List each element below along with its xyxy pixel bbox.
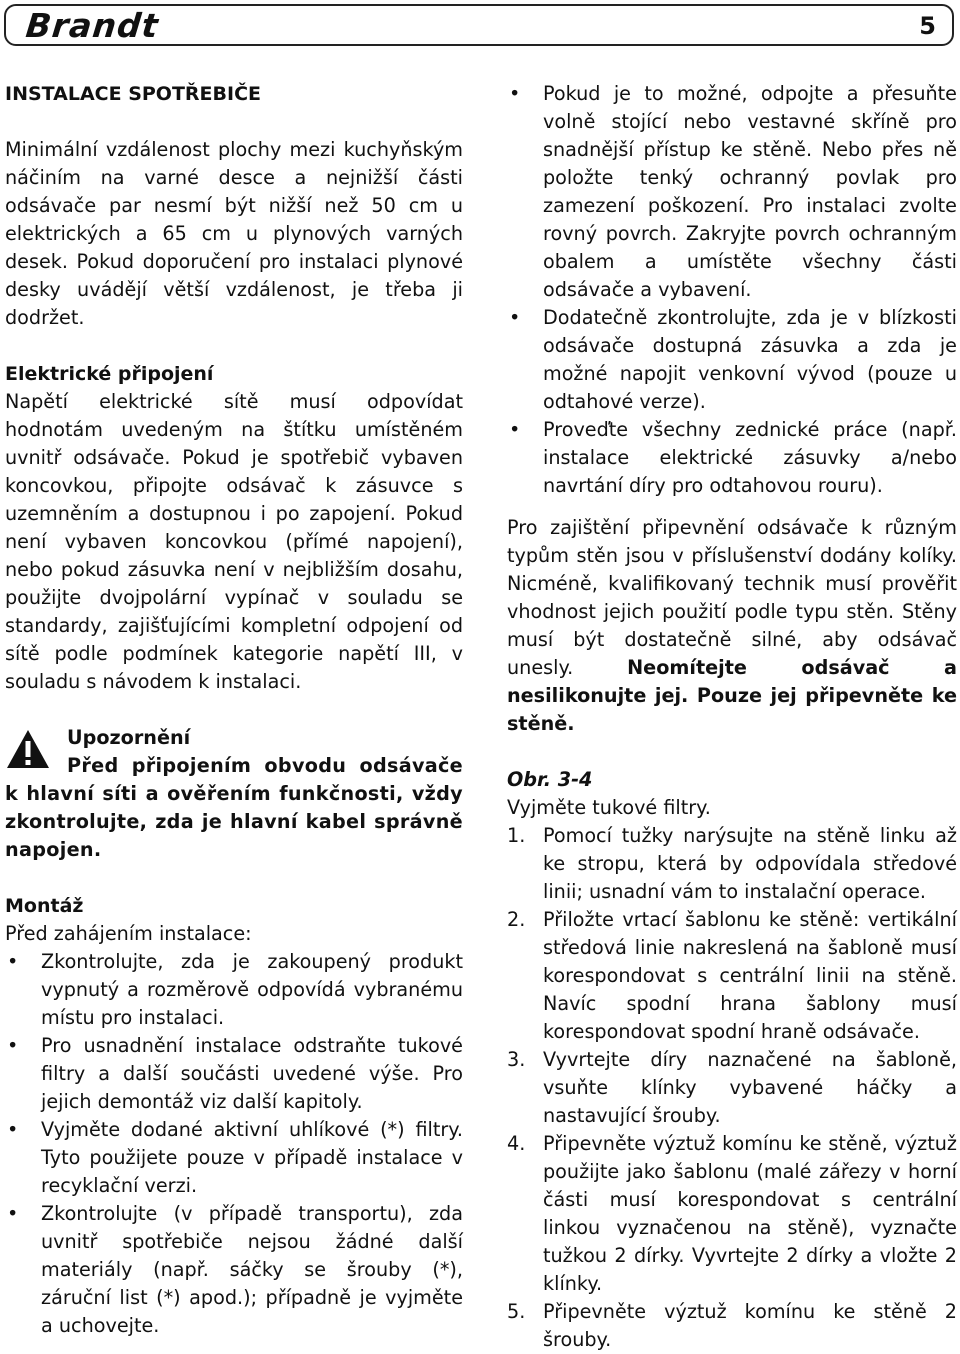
figure-intro: Vyjměte tukové filtry. bbox=[507, 796, 711, 819]
mount-intro: Před zahájením instalace: bbox=[5, 922, 252, 945]
wall-text-bold: Neomítejte odsávač a nesilikonujte jej. Pouze jej připevněte ke stěně. bbox=[507, 656, 957, 735]
prep-bullets bbox=[507, 80, 957, 500]
step-number: 4. bbox=[507, 1132, 526, 1155]
step-text: Pomocí tužky narýsujte na stěně linku až ke stropu, která by odpovídala středové linii; usnadní vám to instalační operace. bbox=[543, 824, 957, 903]
warning-block bbox=[5, 724, 463, 864]
list-item: • Pro usnadnění instalace odstraňte tukové filtry a další součásti uvedené výše. Pro jejich demontáž viz další kapitoly. bbox=[5, 1032, 463, 1116]
figure-reference: Obr. 3-4 bbox=[507, 768, 593, 791]
electric-heading: Elektrické připojení bbox=[5, 363, 214, 385]
warning-icon bbox=[5, 728, 51, 770]
step-text: Přiložte vrtací šablonu ke stěně: vertikální středová linie nakreslená na šabloně musí korespondovat s centrální linii na stěně. Navíc spodní hrana šablony musí korespondovat spodní hraně odsávače. bbox=[543, 908, 957, 1043]
step-item bbox=[507, 822, 957, 906]
wall-text: Pro zajištění připevnění odsávače k různým typům stěn jsou v příslušenství dodány kolíky. Nicméně, kvalifikovaný technik musí prověřit vhodnost jejich použití podle typu stěn. Stěny musí být dostatečně silné, aby odsávač unesly. bbox=[507, 516, 957, 679]
list-item: • Dodatečně zkontrolujte, zda je v blízkosti odsávače dostupná zásuvka a zda je možné napojit venkovní vývod (pouze u odtahové verze). bbox=[507, 304, 957, 416]
right-column bbox=[507, 80, 957, 1354]
wall-paragraph bbox=[507, 514, 957, 738]
step-text: Připevněte výztuž komínu ke stěně, výztuž použijte jako šablonu (malé zářezy v horní části musí korespondovat s centrální linkou vyznačenou na stěně), vyznačte tužkou 2 dírky. Vyvrtejte 2 dírky a vložte 2 klínky. bbox=[543, 1132, 957, 1295]
step-item bbox=[507, 1130, 957, 1298]
page-number: 5 bbox=[919, 12, 936, 40]
list-item: • Zkontrolujte (v případě transportu), zda uvnitř spotřebiče nejsou žádné další materiály (např. sáčky se šrouby (*), záruční list (*) apod.); případně je vyjměte a uchovejte. bbox=[5, 1200, 463, 1340]
step-text: Vyvrtejte díry naznačené na šabloně, vsuňte klínky vybavené háčky a nastavující šrouby. bbox=[543, 1048, 957, 1127]
step-number: 5. bbox=[507, 1300, 526, 1323]
step-number: 1. bbox=[507, 824, 526, 847]
steps-list bbox=[507, 822, 957, 1354]
step-number: 2. bbox=[507, 908, 526, 931]
section-title: INSTALACE SPOTŘEBIČE bbox=[5, 83, 261, 105]
step-item bbox=[507, 1046, 957, 1130]
list-item: • Proveďte všechny zednické práce (např. instalace elektrické zásuvky a/nebo navrtání díry pro odtahovou rouru). bbox=[507, 416, 957, 500]
left-column bbox=[5, 80, 463, 1340]
step-item bbox=[507, 906, 957, 1046]
list-item: • Pokud je to možné, odpojte a přesuňte volně stojící nebo vestavné skříně pro snadnější přístup ke stěně. Nebo přes ně položte tenký ochranný povlak pro zamezení poškození. Pro instalaci zvolte rovný povrch. Zakryjte povrch ochranným obalem a umístěte všechny části odsávače a vybavení. bbox=[507, 80, 957, 304]
electric-paragraph: Napětí elektrické sítě musí odpovídat hodnotám uvedeným na štítku umístěném uvnitř odsávače. Pokud je spotřebič vybaven koncovkou, připojte odsávač k zásuvce s uzemněním a dostupnou i po zapojení. Pokud není vybaven koncovkou (přímé napojení), nebo pokud zásuvka není v nejbližším dosahu, použijte dvojpolární vypínač v souladu se standardy, zajišťujícími kompletní odpojení od sítě podle podmínek kategorie napětí III, v souladu s návodem k instalaci. bbox=[5, 390, 463, 693]
step-text: Připevněte výztuž komínu ke stěně 2 šrouby. bbox=[543, 1300, 957, 1351]
list-item: • Zkontrolujte, zda je zakoupený produkt vypnutý a rozměrově odpovídá vybranému místu pro instalaci. bbox=[5, 948, 463, 1032]
list-item: • Vyjměte dodané aktivní uhlíkové (*) filtry. Tyto použijete pouze v případě instalace v recyklační verzi. bbox=[5, 1116, 463, 1200]
brand-logo: Brandt bbox=[24, 6, 161, 45]
intro-paragraph: Minimální vzdálenost plochy mezi kuchyňským náčiním na varné desce a nejnižší části odsávače par nesmí být nižší než 50 cm u elektrických a 65 cm u plynových varných desek. Pokud doporučení pro instalaci plynové desky uvádějí větší vzdálenost, je třeba ji dodržet. bbox=[5, 138, 463, 329]
step-item bbox=[507, 1298, 957, 1354]
warning-text: Před připojením obvodu odsávače k hlavní síti a ověřením funkčnosti, vždy zkontrolujte, zda je hlavní kabel správně napojen. bbox=[5, 754, 463, 861]
mount-heading: Montáž bbox=[5, 895, 84, 917]
warning-title: Upozornění bbox=[67, 726, 191, 749]
mount-bullets bbox=[5, 948, 463, 1340]
step-number: 3. bbox=[507, 1048, 526, 1071]
page-header bbox=[4, 4, 954, 46]
